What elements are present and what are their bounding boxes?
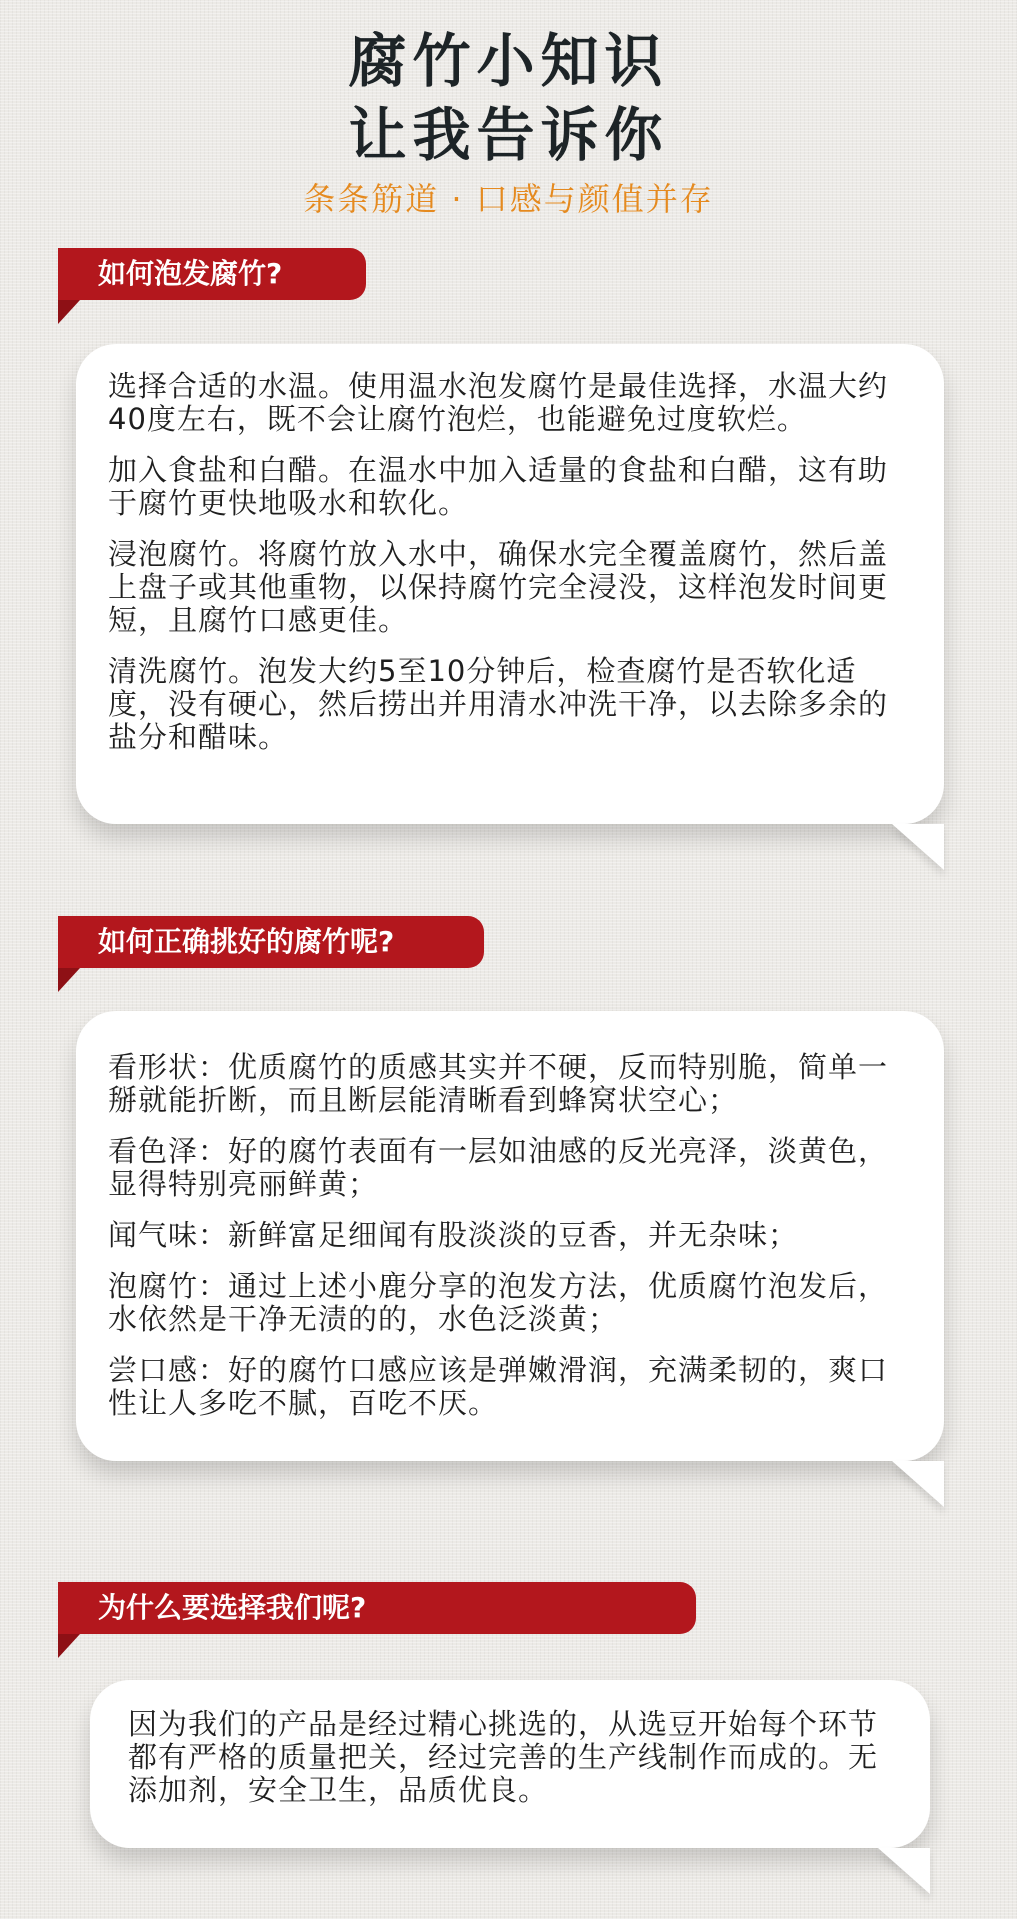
speech-bubble-why-us xyxy=(90,1680,930,1848)
paragraph: 看形状：优质腐竹的质感其实并不硬，反而特别脆，简单一掰就能折断，而且断层能清晰看到蜂窝状空心； xyxy=(108,1050,889,1117)
page-subtitle: 条条筋道 · 口感与颜值并存 xyxy=(303,180,714,218)
paragraph: 泡腐竹：通过上述小鹿分享的泡发方法，优质腐竹泡发后，水依然是干净无渍的的，水色泛淡黄； xyxy=(108,1269,889,1336)
paragraph: 清洗腐竹。泡发大约5至10分钟后，检查腐竹是否软化适度，没有硬心，然后捞出并用清水冲洗干净，以去除多余的盐分和醋味。 xyxy=(108,654,889,754)
section-label-soaking: 如何泡发腐竹? xyxy=(58,248,366,300)
speech-bubble-soaking xyxy=(76,344,944,824)
page-title-line-1: 腐竹小知识 xyxy=(348,27,669,95)
section-label-choosing: 如何正确挑好的腐竹呢? xyxy=(58,916,484,968)
paragraph: 因为我们的产品是经过精心挑选的，从选豆开始每个环节都有严格的质量把关，经过完善的生产线制作而成的。无添加剂，安全卫生，品质优良。 xyxy=(128,1707,879,1807)
paragraph: 尝口感：好的腐竹口感应该是弹嫩滑润，充满柔韧的，爽口性让人多吃不腻，百吃不厌。 xyxy=(108,1353,889,1420)
paragraph: 选择合适的水温。使用温水泡发腐竹是最佳选择，水温大约40度左右，既不会让腐竹泡烂，也能避免过度软烂。 xyxy=(108,369,889,436)
section-label-why-us: 为什么要选择我们呢? xyxy=(58,1582,696,1634)
paragraph: 闻气味：新鲜富足细闻有股淡淡的豆香，并无杂味； xyxy=(108,1218,799,1252)
paragraph: 看色泽：好的腐竹表面有一层如油感的反光亮泽，淡黄色，显得特别亮丽鲜黄； xyxy=(108,1134,889,1201)
paragraph: 加入食盐和白醋。在温水中加入适量的食盐和白醋，这有助于腐竹更快地吸水和软化。 xyxy=(108,453,889,520)
paragraph: 浸泡腐竹。将腐竹放入水中，确保水完全覆盖腐竹，然后盖上盘子或其他重物，以保持腐竹完全浸没，这样泡发时间更短，且腐竹口感更佳。 xyxy=(108,537,889,637)
speech-bubble-choosing xyxy=(76,1011,944,1461)
page-title-line-2: 让我告诉你 xyxy=(348,101,669,169)
